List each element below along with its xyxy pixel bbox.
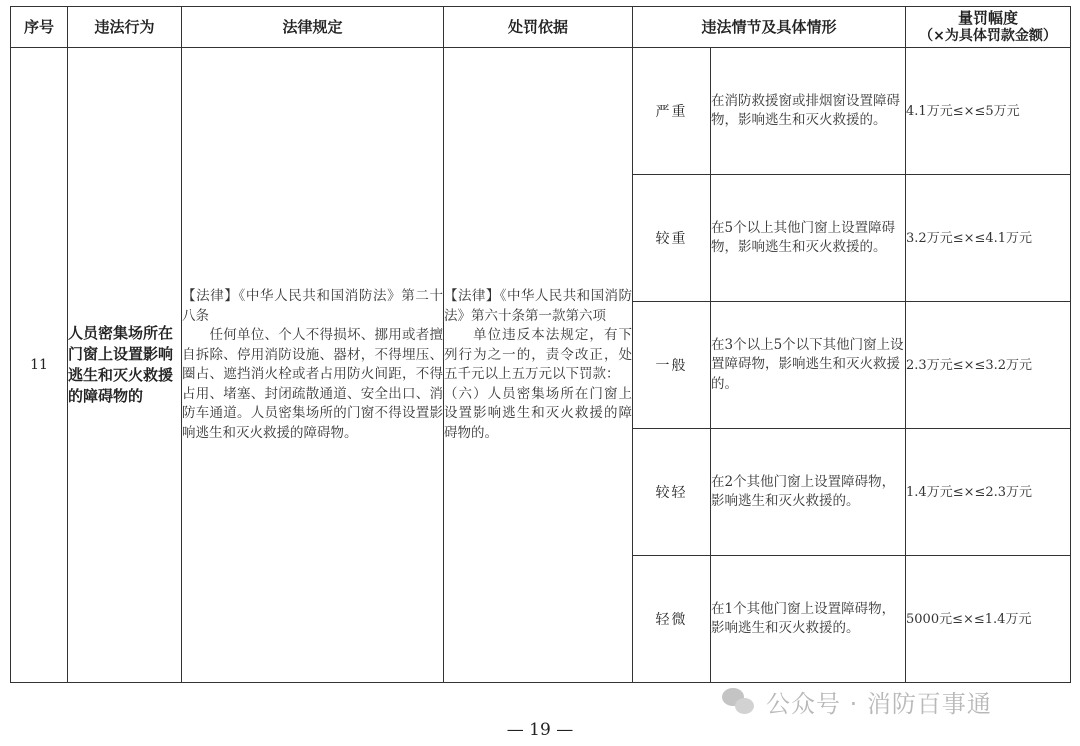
level-range: 1.4万元≤×≤2.3万元 bbox=[906, 429, 1071, 556]
wechat-icon bbox=[722, 688, 756, 716]
page-number: — 19 — bbox=[506, 720, 574, 740]
watermark-text: 公众号 · 消防百事通 bbox=[766, 690, 992, 718]
level-range: 3.2万元≤×≤4.1万元 bbox=[906, 175, 1071, 302]
header-range-title: 量罚幅度 bbox=[958, 9, 1019, 27]
level-label: 严重 bbox=[633, 48, 711, 175]
level-desc: 在2个其他门窗上设置障碍物，影响逃生和灭火救援的。 bbox=[711, 429, 906, 556]
level-desc: 在消防救援窗或排烟窗设置障碍物，影响逃生和灭火救援的。 bbox=[711, 48, 906, 175]
header-seq: 序号 bbox=[11, 7, 68, 48]
level-label: 轻微 bbox=[633, 556, 711, 683]
violation-act: 人员密集场所在门窗上设置影响逃生和灭火救援的障碍物的 bbox=[68, 48, 182, 683]
level-label: 较轻 bbox=[633, 429, 711, 556]
header-law: 法律规定 bbox=[182, 7, 444, 48]
level-range: 2.3万元≤×≤3.2万元 bbox=[906, 302, 1071, 429]
level-range: 4.1万元≤×≤5万元 bbox=[906, 48, 1071, 175]
table-row bbox=[11, 48, 1071, 175]
header-range-note: （×为具体罚款金额） bbox=[919, 28, 1057, 44]
level-desc: 在1个其他门窗上设置障碍物，影响逃生和灭火救援的。 bbox=[711, 556, 906, 683]
level-desc: 在3个以上5个以下其他门窗上设置障碍物，影响逃生和灭火救援的。 bbox=[711, 302, 906, 429]
level-label: 一般 bbox=[633, 302, 711, 429]
header-range bbox=[906, 7, 1071, 48]
watermark bbox=[722, 684, 992, 719]
level-desc: 在5个以上其他门窗上设置障碍物，影响逃生和灭火救援的。 bbox=[711, 175, 906, 302]
penalty-basis: 【法律】《中华人民共和国消防法》第六十条第一款第六项 单位违反本法规定，有下列行为之一的，责令改正，处五千元以上五万元以下罚款： （六）人员密集场所在门窗上设置影响逃生和灭火救援的障碍物的。 bbox=[444, 48, 633, 683]
law-provision: 【法律】《中华人民共和国消防法》第二十八条 任何单位、个人不得损坏、挪用或者擅自拆除、停用消防设施、器材，不得埋压、圈占、遮挡消火栓或者占用防火间距，不得占用、堵塞、封闭疏散通道、安全出口、消防车通道。人员密集场所的门窗不得设置影响逃生和灭火救援的障碍物。 bbox=[182, 48, 444, 683]
penalty-table bbox=[10, 6, 1071, 683]
level-range: 5000元≤×≤1.4万元 bbox=[906, 556, 1071, 683]
header-circumstance: 违法情节及具体情形 bbox=[633, 7, 906, 48]
level-label: 较重 bbox=[633, 175, 711, 302]
row-seq: 11 bbox=[11, 48, 68, 683]
header-basis: 处罚依据 bbox=[444, 7, 633, 48]
header-row bbox=[11, 7, 1071, 48]
header-act: 违法行为 bbox=[68, 7, 182, 48]
